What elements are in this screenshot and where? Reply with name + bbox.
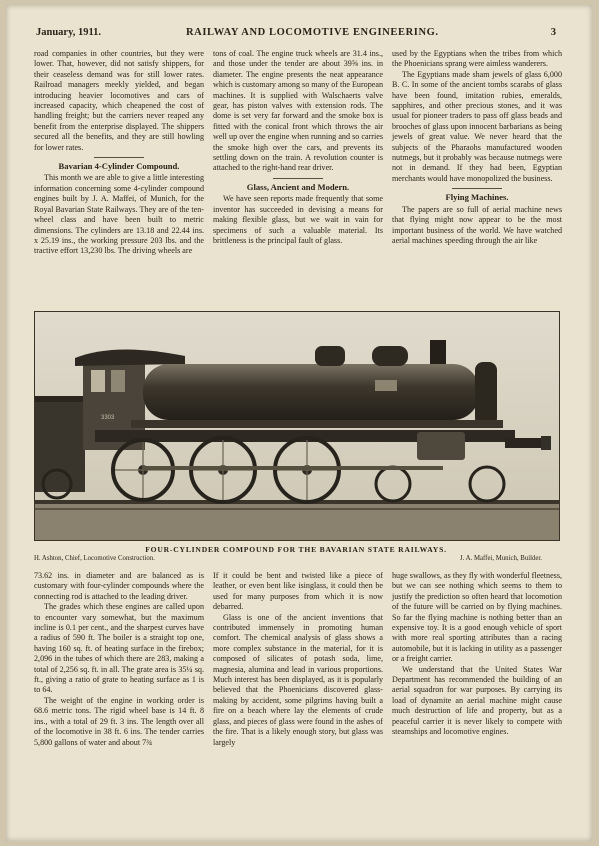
paragraph: We understand that the United States War Department has recommended the building of an aerial squadron for war purposes. By carrying its load of dynamite an aerial machine might cause much destruction of life and property, but as a peaceful carrier it is never likely to compete with steamships and locomotive engines. — [392, 664, 562, 737]
column-bottom-middle — [213, 571, 383, 748]
paragraph: The weight of the engine in working order is 68.6 metric tons. The rigid wheel base is 14 ft. 8 ins., with a total of 29 ft. 3 ins. The length over all of the locomotive in 38 ft. 6 ins. The tender carries 5,800 gallons of water and about 7¾ — [34, 695, 204, 747]
paragraph: This month we are able to give a little interesting information concerning some 4-cylinder compound engines built by J. A. Maffei, of Munich, for the Royal Bavarian State Railways. They are of the ten-wheel class and have been built to metric dimensions. The cylinders are 13.18 and 22.44 ins. x 25.19 ins., the working pressure 203 lbs. and the tractive effort 13,230 lbs. The driving wheels are — [34, 173, 204, 256]
divider — [94, 157, 144, 158]
paragraph: used by the Egyptians when the tribes from which the Phoenicians sprang were aimless wanderers. — [392, 49, 562, 69]
issue-date: January, 1911. — [36, 27, 102, 38]
journal-title: RAILWAY AND LOCOMOTIVE ENGINEERING. — [186, 27, 439, 38]
divider — [273, 178, 323, 179]
smokebox-number-plate — [375, 380, 397, 391]
paragraph: tons of coal. The engine truck wheels are 31.4 ins., and those under the tender are about 39⅝ ins. in diameter. The engine presents the neat appearance which is customary among so many of the European machines. It is supplied with Walschaerts valve gear, has piston valves with extension rods. The dome is set very far forward and the smoke box is fitted with the conical front which throws the air well up over the engine when running and so carries the smoke high over the cars, and prevents its settling down on the train. A revolution counter is attached to the right-hand rear driver. — [213, 49, 383, 173]
magazine-page — [6, 5, 592, 841]
section-heading-glass: Glass, Ancient and Modern. — [246, 181, 350, 192]
paragraph: road companies in other countries, but they were lower. That, however, did not satisfy shippers, for their ceaseless demand was for still lower rates. Railroad managers meekly yielded, and began introducing heavier locomotives and cars of increased capacity, which cheapened the cost of handling freight; but the carriers never reaped any benefit from the enterprise displayed. The shippers secured all the benefits, and they are still howling for lower rates. — [34, 49, 204, 152]
section-heading-bavarian-compound: Bavarian 4-Cylinder Compound. — [58, 161, 180, 172]
page-header — [36, 27, 556, 41]
locomotive-photo — [34, 311, 560, 541]
column-bottom-right — [392, 571, 562, 738]
paragraph: huge swallows, as they fly with wonderful fleetness, but we can see nothing which seems to them to justify the prediction so often heard that locomotion of the future will be carried on by flying machines. So far the flying machine is nothing better than an expensive toy. It is a good enough vehicle of sport with more real sporting attributes than a racing automobile, but it is lacking in utility as a passenger or a freight carrier. — [392, 571, 562, 664]
column-bottom-left — [34, 571, 204, 748]
divider — [452, 188, 502, 189]
paragraph: The grades which these engines are called upon to encounter vary somewhat, but the maximum incline is 0.1 per cent., and the sharpest curves have a radius of 590 ft. The boiler is a straight top one, having 160 sq. ft. of heating surface in the firebox; 2,096 in the tubes of which there are 283, making a total of 2,256 sq. ft. in all. The grate area is 35¼ sq. ft., giving a ratio of grate to heating surface as 1 is to 64. — [34, 602, 204, 695]
column-top-left — [34, 49, 204, 257]
caption-credits — [34, 555, 558, 565]
paragraph: The papers are so full of aerial machine news that flying might now appear to be the most important business of the world. We have watched aerial machines speeding through the air like — [392, 204, 562, 245]
credit-right: J. A. Maffei, Munich, Builder. — [460, 555, 542, 562]
figure-caption — [34, 545, 558, 565]
cab-number-plate: 3303 — [101, 415, 115, 421]
paragraph: The Egyptians made sham jewels of glass 6,000 B. C. In some of the ancient tombs scarabs of glass have been found, imitation rubies, emeralds, sapphires, and other precious stones, and it was usual for pioneer traders to pass off glass beads and brooches of glass upon innocent barbarians as being jewels of great value. We never heard that the subjects of the Pharaohs manufactured wooden nutmegs, but it probably was because nutmegs were not in demand. If they had been, Egyptian merchants would have monopolized the business. — [392, 69, 562, 183]
column-top-right — [392, 49, 562, 246]
paragraph: We have seen reports made frequently that some inventor has succeeded in devising a means for making flexible glass, but we wait in vain for specimens of such a valuable material. Its brittleness is the principal fault of glass. — [213, 194, 383, 245]
credit-left: H. Ashton, Chief, Locomotive Construction. — [34, 555, 155, 562]
caption-title: FOUR-CYLINDER COMPOUND FOR THE BAVARIAN STATE RAILWAYS. — [145, 545, 447, 554]
column-top-middle — [213, 49, 383, 246]
paragraph: Glass is one of the ancient inventions that contributed immensely in promoting human comfort. The chemical analysis of glass shows a more complex substance in the material, for it is composed of silicates of potash soda, lime, magnesia, alumina and lead in various proportions. Much interest has been displayed, as it is popularly believed that the Phoenicians discovered glass-making by accident, some pilgrims having built a fire on a beach where lay the elements of crude glass, and pieces of glass were found in the ashes of the fire. That is a likely enough story, but glass was largely — [213, 612, 383, 747]
locomotive-illustration — [35, 312, 559, 540]
paragraph: 73.62 ins. in diameter and are balanced as is customary with four-cylinder compounds where the connecting rod is attached to the leading driver. — [34, 571, 204, 601]
section-heading-flying-machines: Flying Machines. — [445, 192, 509, 203]
page-number: 3 — [550, 27, 556, 38]
paragraph: If it could be bent and twisted like a piece of leather, or even bent like isinglass, it could then be used for many purposes from which it is now debarred. — [213, 571, 383, 612]
